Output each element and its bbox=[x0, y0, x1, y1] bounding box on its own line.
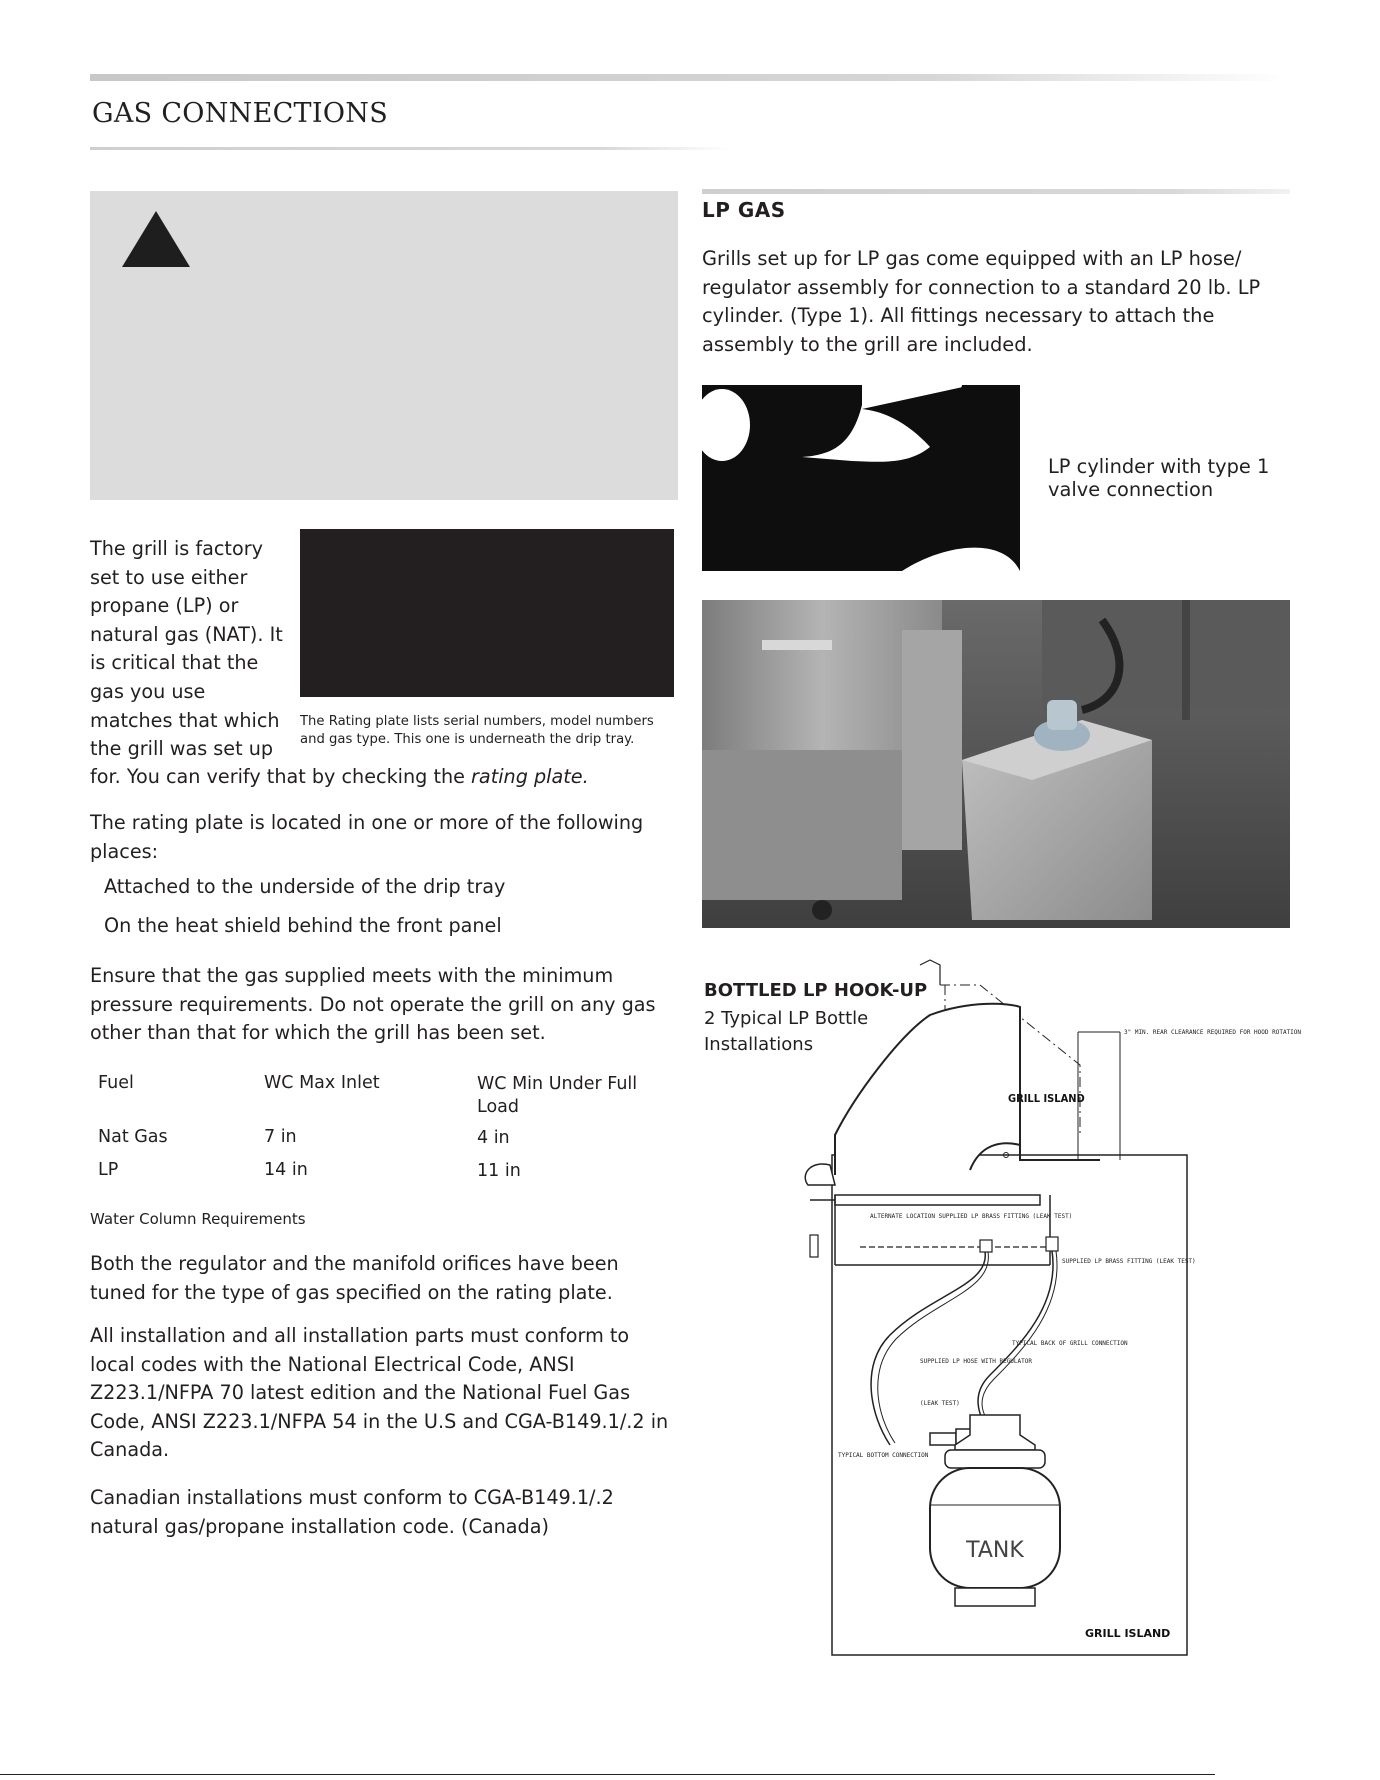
canada-note: Canadian installations must conform to CGA-B149.1/.2 natural gas/propane installation code. (Canada) bbox=[90, 1486, 614, 1538]
table-row bbox=[98, 1160, 678, 1193]
rating-plate-caption: The Rating plate lists serial numbers, model numbers and gas type. This one is underneath the drip tray. bbox=[300, 714, 654, 747]
rating-plate-image bbox=[300, 529, 674, 697]
location-item: On the heat shield behind the front panel bbox=[104, 914, 502, 937]
grill-island-label-top: GRILL ISLAND bbox=[1008, 1092, 1085, 1105]
grill-island-label-bottom: GRILL ISLAND bbox=[1085, 1627, 1171, 1640]
cylinder-caption: LP cylinder with type 1 valve connection bbox=[1048, 455, 1270, 501]
rear-clearance-label: 3" MIN. REAR CLEARANCE REQUIRED FOR HOOD ROTATION bbox=[1124, 1029, 1302, 1036]
intro-text: The grill is factory set to use either propane (LP) or natural gas (NAT). It is critical that the gas you use matches that which the grill was set up bbox=[90, 537, 283, 761]
warning-triangle-icon bbox=[120, 209, 192, 269]
location-item: Attached to the underside of the drip tray bbox=[104, 875, 506, 898]
regulator-note: Both the regulator and the manifold orifices have been tuned for the type of gas specified on the rating plate. bbox=[90, 1252, 619, 1304]
tank-label: TANK bbox=[966, 1538, 1024, 1563]
rating-plate-emphasis: rating plate. bbox=[471, 765, 589, 788]
table-header-row bbox=[98, 1073, 678, 1127]
table-cell: 7 in bbox=[264, 1127, 297, 1147]
bottom-rule bbox=[0, 1774, 1215, 1775]
page-title: GAS CONNECTIONS bbox=[92, 98, 388, 129]
back-connection-label: TYPICAL BACK OF GRILL CONNECTION bbox=[1012, 1340, 1128, 1347]
lp-gas-text: Grills set up for LP gas come equipped with an LP hose/ regulator assembly for connection to a standard 20 lb. LP cylinder. (Type 1). All fittings necessary to attach the assembly to the grill are included. bbox=[702, 247, 1261, 356]
pressure-note: Ensure that the gas supplied meets with the minimum pressure requirements. Do not operate the grill on any gas other than that for which the grill has been set. bbox=[90, 964, 656, 1045]
table-cell: Nat Gas bbox=[98, 1127, 168, 1147]
table-caption: Water Column Requirements bbox=[90, 1210, 306, 1228]
table-cell: 11 in bbox=[477, 1161, 521, 1181]
intro-text-tail bbox=[90, 763, 670, 792]
top-rule bbox=[90, 74, 1290, 81]
lp-tank-grill-photo bbox=[702, 600, 1290, 928]
intro-tail-text: for. You can verify that by checking the bbox=[90, 765, 472, 788]
lp-gas-heading: LP GAS bbox=[702, 198, 786, 222]
table-row bbox=[98, 1127, 678, 1160]
table-header: WC Max Inlet bbox=[264, 1073, 380, 1093]
table-header: WC Min Under Full Load bbox=[477, 1074, 638, 1117]
table-header: Fuel bbox=[98, 1073, 134, 1093]
hookup-subheading: 2 Typical LP Bottle Installations bbox=[704, 1008, 869, 1055]
leak-test-label: (LEAK TEST) bbox=[920, 1400, 960, 1407]
codes-note: All installation and all installation parts must conform to local codes with the National Electrical Code, ANSI Z223.1/NFPA 70 latest edition and the National Fuel Gas Code, ANSI Z223.1/NFPA 54 in the U.S and CGA-B149.1/.2 in Canada. bbox=[90, 1324, 669, 1462]
supplied-fitting-label: SUPPLIED LP BRASS FITTING (LEAK TEST) bbox=[1062, 1258, 1196, 1265]
lp-hookup-diagram bbox=[780, 945, 1302, 1665]
table-cell: 14 in bbox=[264, 1160, 308, 1180]
lp-cylinder-image bbox=[702, 385, 1020, 571]
hose-label: SUPPLIED LP HOSE WITH REGULATOR bbox=[920, 1358, 1032, 1365]
hookup-heading: BOTTLED LP HOOK-UP bbox=[704, 980, 928, 1001]
title-rule bbox=[90, 147, 730, 150]
locations-intro: The rating plate is located in one or more of the following places: bbox=[90, 811, 644, 863]
lp-section-rule bbox=[702, 189, 1290, 194]
bottom-connection-label: TYPICAL BOTTOM CONNECTION bbox=[838, 1452, 929, 1459]
alternate-location-text: ALTERNATE LOCATION SUPPLIED LP BRASS FITTING (LEAK TEST) bbox=[870, 1213, 1073, 1220]
table-cell: 4 in bbox=[477, 1128, 510, 1148]
water-column-table bbox=[98, 1073, 678, 1193]
table-cell: LP bbox=[98, 1160, 119, 1180]
alternate-location-label bbox=[870, 1213, 1072, 1220]
